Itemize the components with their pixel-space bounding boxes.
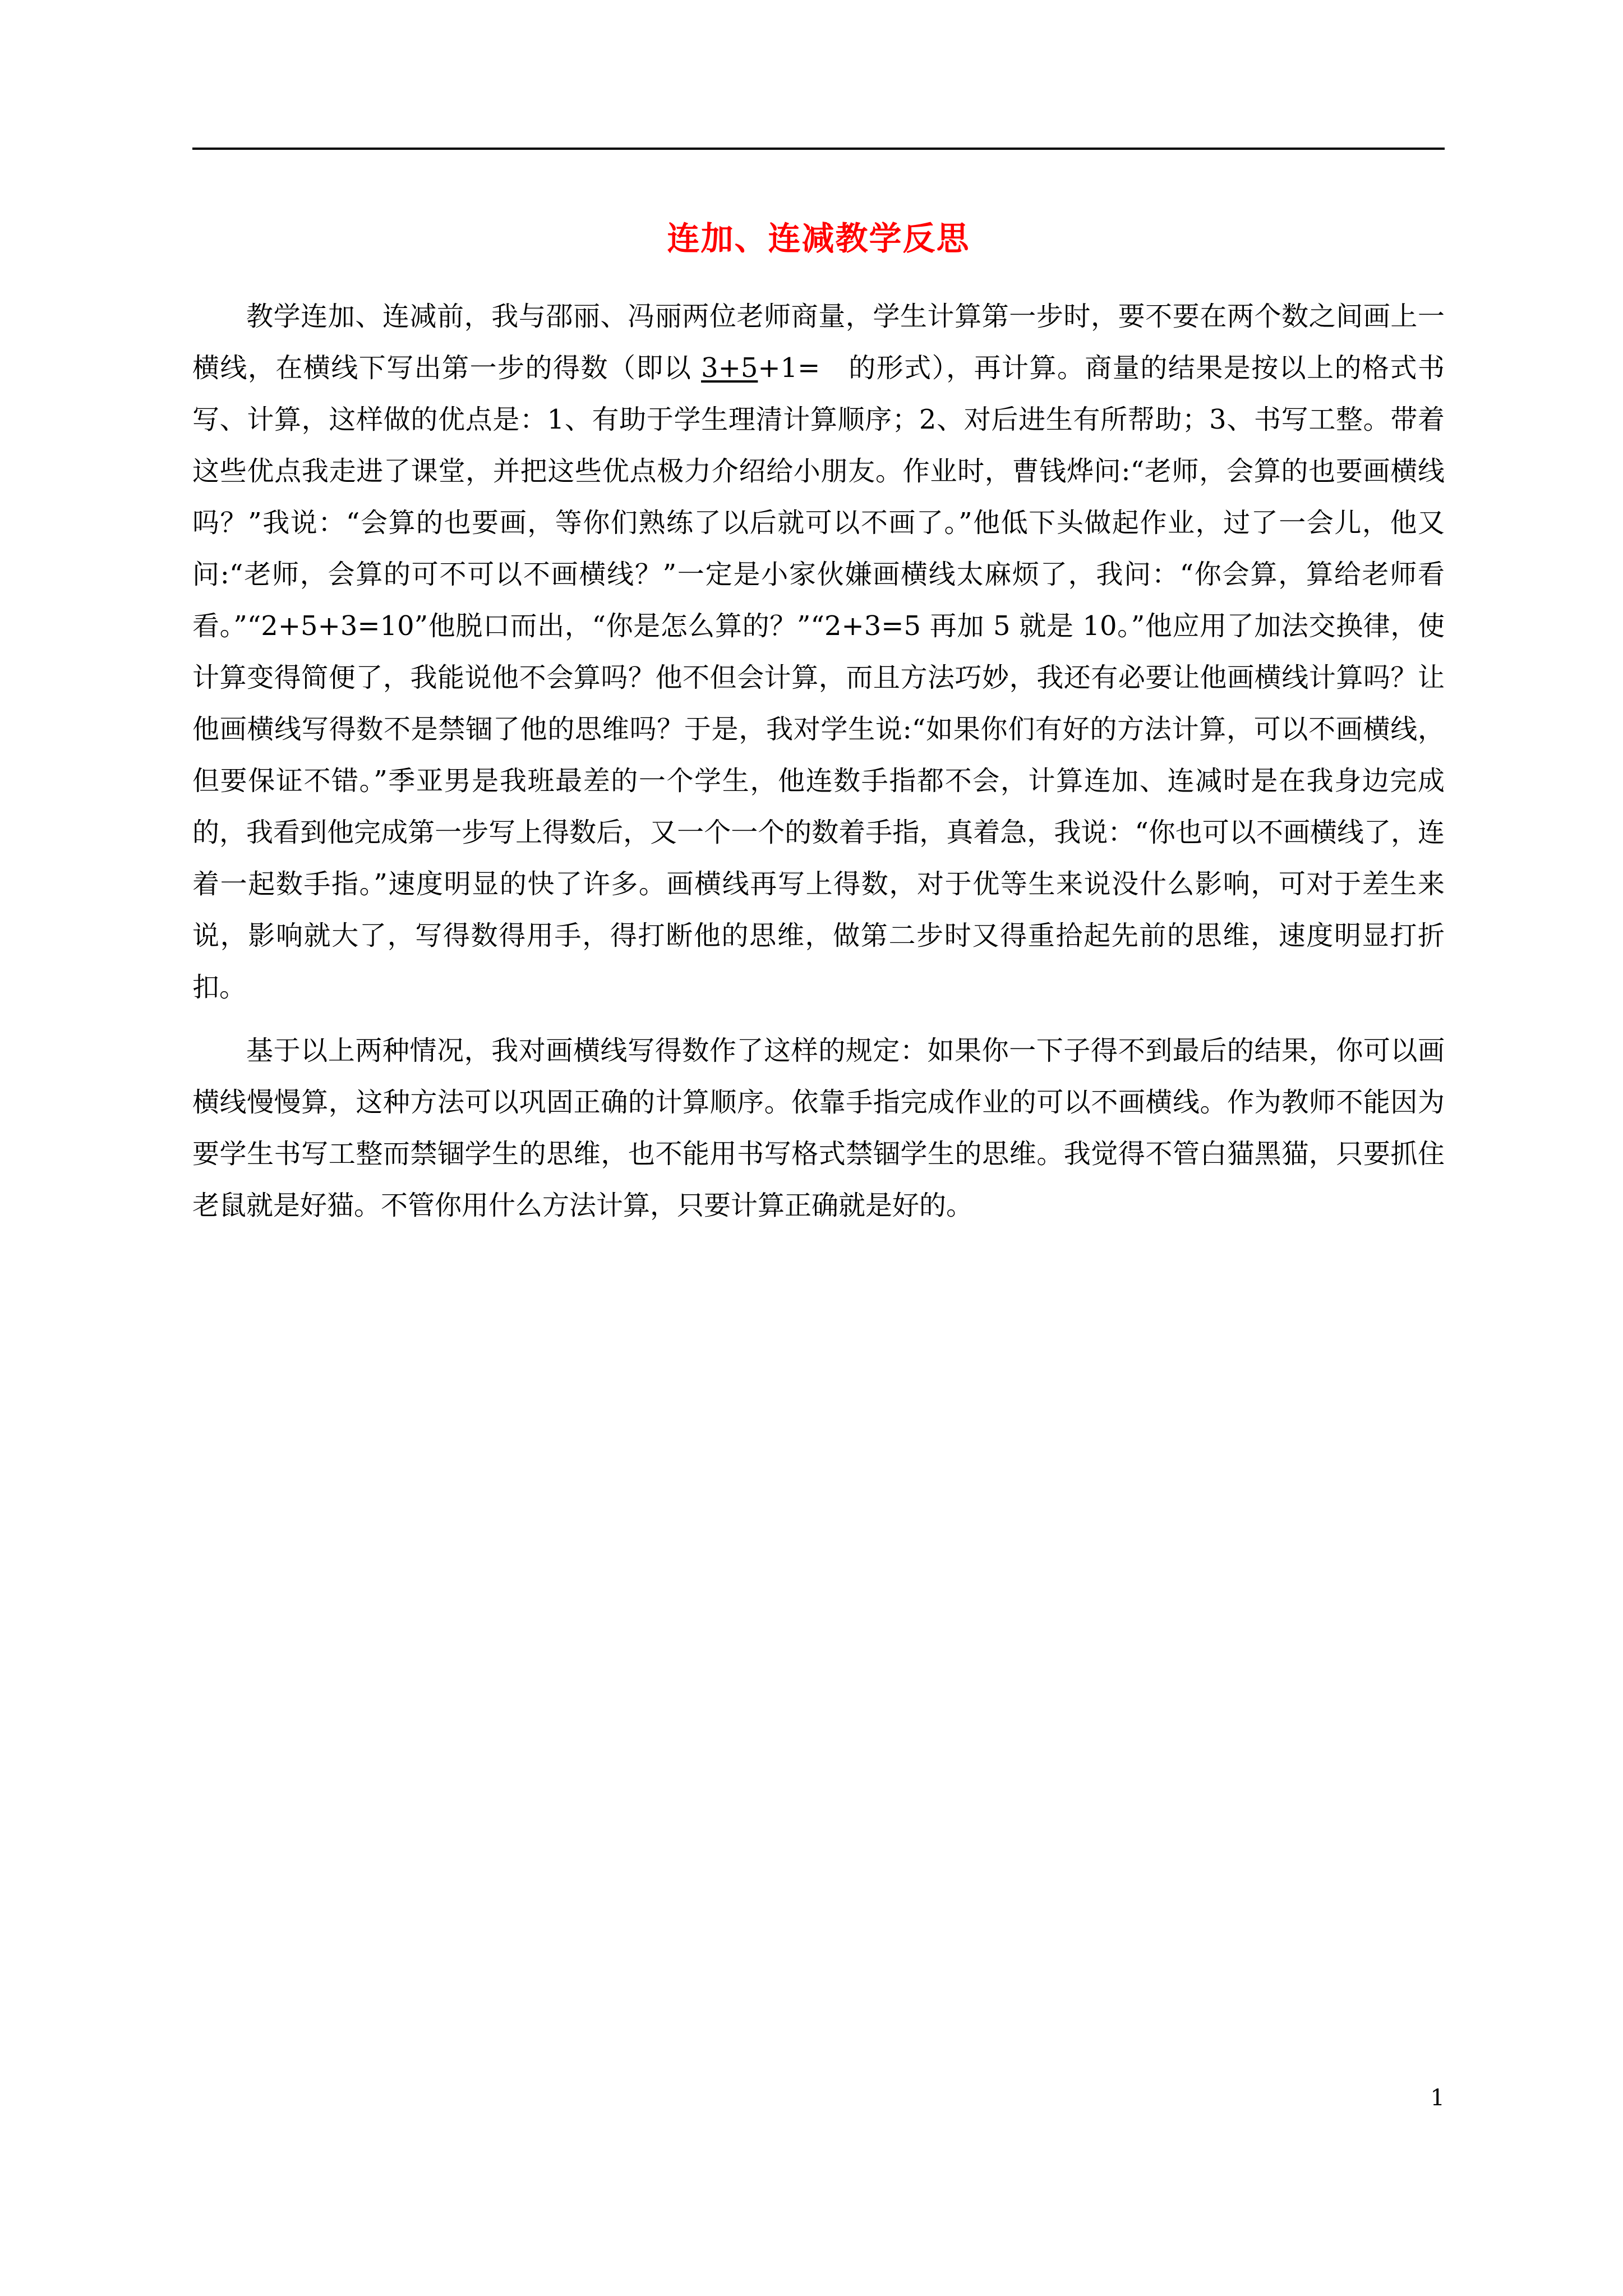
formula-underlined: 3+5 [701,352,758,384]
page-number: 1 [1430,2085,1445,2111]
paragraph-2: 基于以上两种情况，我对画横线写得数作了这样的规定：如果你一下子得不到最后的结果，你可以画横线慢慢算，这种方法可以巩固正确的计算顺序。依靠手指完成作业的可以不画横线。作为教师不能因为要学生书写工整而禁锢学生的思维，也不能用书写格式禁锢学生的思维。我觉得不管白猫黑猫，只要抓住老鼠就是好猫。不管你用什么方法计算，只要计算正确就是好的。 [192,1035,1445,1221]
paragraph-1 [192,291,1445,1013]
paragraph-1-intro: 教学连加、连减前，我与邵丽、冯丽两位老师商量，学生计算第一步时，要不要在两个数之间画上一横线，在横线下写出第一步的得数（即以 [192,301,1445,384]
header-rule [192,148,1445,150]
document-title: 连加、连减教学反思 [667,219,970,257]
paragraph-1-body: 的形式），再计算。商量的结果是按以上的格式书写、计算，这样做的优点是：1、有助于学生理清计算顺序；2、对后进生有所帮助；3、书写工整。带着这些优点我走进了课堂，并把这些优点极力介绍给小朋友。作业时，曹钱烨问:“老师，会算的也要画横线吗？”我说：“会算的也要画，等你们熟练了以后就可以不画了。”他低下头做起作业，过了一会儿，他又问:“老师，会算的可不可以不画横线？”一定是小家伙嫌画横线太麻烦了，我问：“你会算，算给老师看看。”“2+5+3=10”他脱口而出，“你是怎么算的？”“2+3=5 再加 5 就是 10。”他应用了加法交换律，使计算变得简便了，我能说他不会算吗？他不但会计算，而且方法巧妙，我还有必要让他画横线计算吗？让他画横线写得数不是禁锢了他的思维吗？于是，我对学生说:“如果你们有好的方法计算，可以不画横线，但要保证不错。”季亚男是我班最差的一个学生，他连数手指都不会，计算连加、连减时是在我身边完成的，我看到他完成第一步写上得数后，又一个一个的数着手指，真着急，我说：“你也可以不画横线了，连着一起数手指。”速度明显的快了许多。画横线再写上得数，对于优等生来说没什么影响，可对于差生来说，影响就大了，写得数得用手，得打断他的思维，做第二步时又得重拾起先前的思维，速度明显打折扣。 [192,352,1445,1003]
document-body [192,291,1445,1243]
formula-rest: +1= [758,352,849,384]
